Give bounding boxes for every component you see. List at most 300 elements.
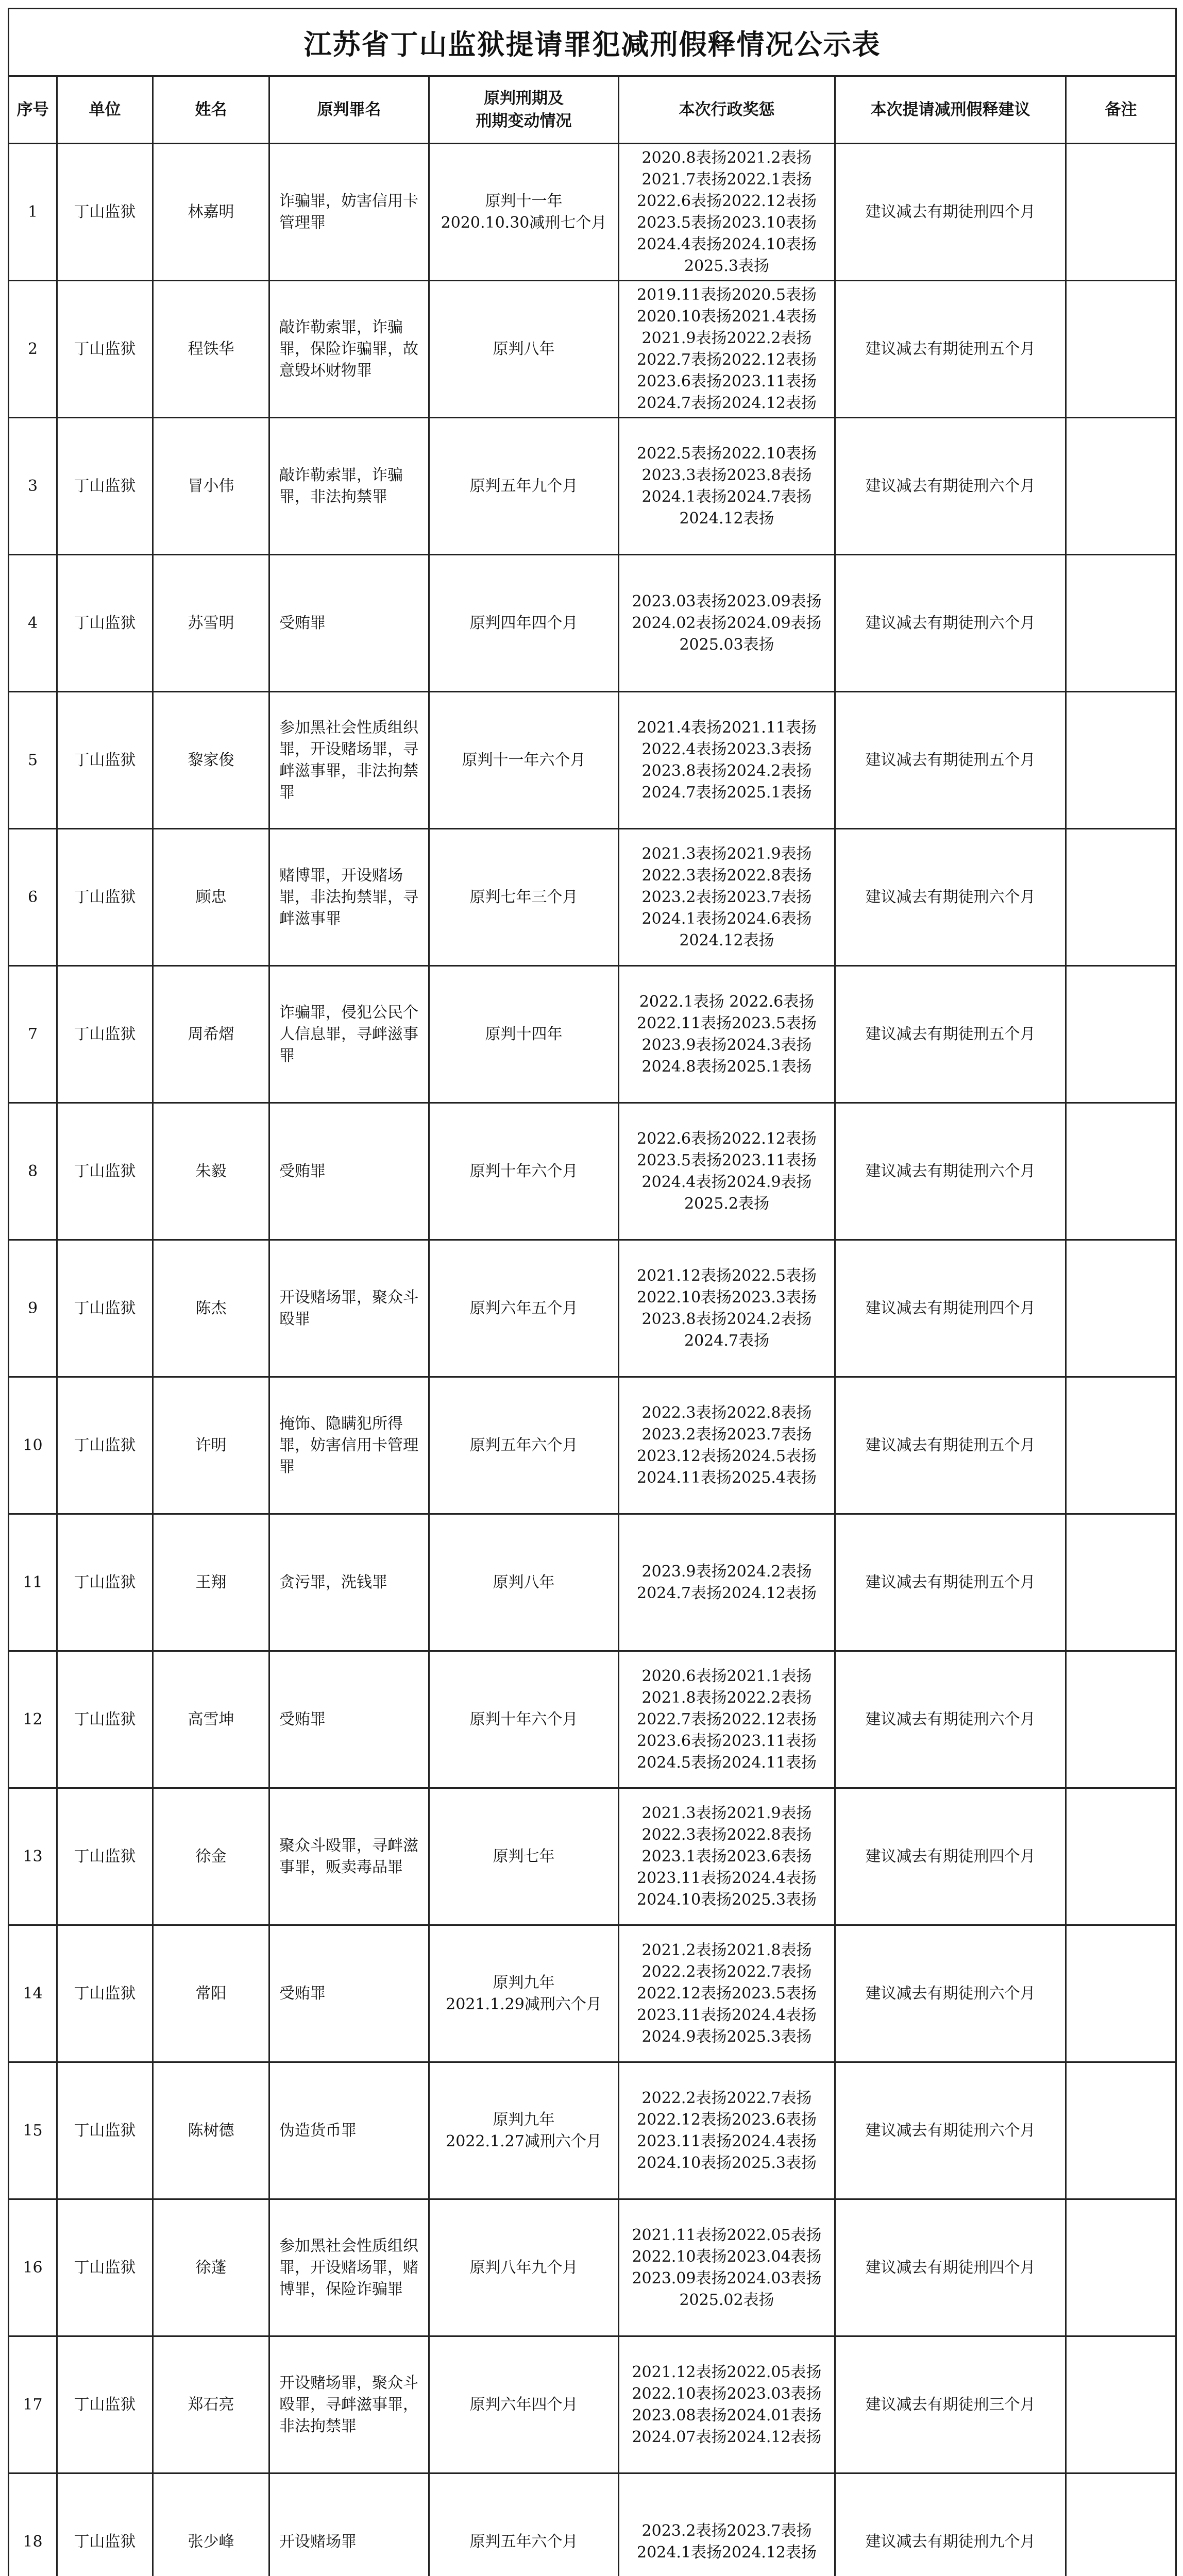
row-awards-line: 2023.1表扬2023.6表扬 <box>641 1847 812 1866</box>
row-crime-line: 非法拘禁罪 <box>279 2417 357 2435</box>
row-name: 朱毅 <box>153 1103 269 1240</box>
row-sentence <box>429 144 619 281</box>
row-awards-line: 2024.07表扬2024.12表扬 <box>632 2428 822 2446</box>
row-awards-line: 2021.7表扬2022.1表扬 <box>641 170 812 189</box>
row-proposal: 建议减去有期徒刑四个月 <box>835 144 1066 281</box>
row-crime-line: 罪 <box>279 1458 295 1476</box>
row-awards-line: 2024.4表扬2024.9表扬 <box>641 1173 812 1191</box>
row-awards-line: 2022.5表扬2022.10表扬 <box>636 444 817 463</box>
row-unit: 丁山监狱 <box>57 1103 153 1240</box>
row-crime-line: 诈骗罪，妨害信用卡 <box>279 192 418 210</box>
row-crime <box>269 1651 429 1788</box>
row-crime-line: 受贿罪 <box>279 1162 326 1180</box>
row-crime-line: 伪造货币罪 <box>279 2121 357 2140</box>
row-awards-line: 2022.1表扬 2022.6表扬 <box>639 992 815 1011</box>
row-proposal: 建议减去有期徒刑五个月 <box>835 692 1066 829</box>
row-seq: 1 <box>9 144 57 281</box>
row-remark <box>1066 966 1176 1103</box>
row-crime-line: 受贿罪 <box>279 1984 326 2003</box>
row-awards-line: 2022.3表扬2022.8表扬 <box>641 1403 812 1422</box>
row-seq: 13 <box>9 1788 57 1925</box>
row-awards-line: 2024.1表扬2024.6表扬 <box>641 909 812 928</box>
row-crime-line: 殴罪 <box>279 1310 310 1328</box>
row-awards-line: 2024.02表扬2024.09表扬 <box>632 614 822 632</box>
row-sentence-line: 原判八年 <box>493 1573 555 1591</box>
row-seq: 9 <box>9 1240 57 1377</box>
row-sentence <box>429 1240 619 1377</box>
row-crime-line: 殴罪，寻衅滋事罪， <box>279 2395 418 2414</box>
row-sentence-line: 2022.1.27减刑六个月 <box>446 2132 602 2150</box>
row-seq: 12 <box>9 1651 57 1788</box>
row-crime <box>269 1925 429 2062</box>
row-sentence-line: 原判十年六个月 <box>469 1710 578 1728</box>
row-remark <box>1066 2473 1176 2576</box>
row-sentence-line: 原判六年四个月 <box>469 2395 578 2414</box>
row-unit: 丁山监狱 <box>57 144 153 281</box>
row-crime <box>269 2199 429 2336</box>
row-remark <box>1066 281 1176 418</box>
row-awards-line: 2023.3表扬2023.8表扬 <box>641 466 812 484</box>
row-seq: 7 <box>9 966 57 1103</box>
row-sentence-line: 原判五年六个月 <box>469 2532 578 2551</box>
header-remark: 备注 <box>1066 76 1176 144</box>
row-awards-line: 2022.2表扬2022.7表扬 <box>641 1962 812 1981</box>
row-seq: 2 <box>9 281 57 418</box>
table-row <box>9 1788 1176 1925</box>
row-awards-line: 2023.8表扬2024.2表扬 <box>641 761 812 780</box>
row-sentence <box>429 829 619 966</box>
row-sentence-line: 原判八年九个月 <box>469 2258 578 2277</box>
row-name: 陈杰 <box>153 1240 269 1377</box>
row-proposal: 建议减去有期徒刑四个月 <box>835 2199 1066 2336</box>
row-crime-line: 聚众斗殴罪，寻衅滋 <box>279 1836 418 1855</box>
row-seq: 8 <box>9 1103 57 1240</box>
row-unit: 丁山监狱 <box>57 692 153 829</box>
row-remark <box>1066 1788 1176 1925</box>
row-sentence-line: 原判八年 <box>493 340 555 358</box>
row-crime-line: 参加黑社会性质组织 <box>279 2236 418 2255</box>
row-crime <box>269 692 429 829</box>
row-awards-line: 2024.10表扬2025.3表扬 <box>636 2154 817 2172</box>
header-name: 姓名 <box>153 76 269 144</box>
row-proposal: 建议减去有期徒刑三个月 <box>835 2336 1066 2473</box>
row-proposal: 建议减去有期徒刑六个月 <box>835 2062 1066 2199</box>
row-awards-line: 2023.08表扬2024.01表扬 <box>632 2406 822 2425</box>
row-proposal: 建议减去有期徒刑九个月 <box>835 2473 1066 2576</box>
row-crime <box>269 2062 429 2199</box>
row-proposal: 建议减去有期徒刑四个月 <box>835 1788 1066 1925</box>
row-crime-line: 人信息罪，寻衅滋事 <box>279 1025 418 1043</box>
row-sentence-line: 原判十年六个月 <box>469 1162 578 1180</box>
row-name: 王翔 <box>153 1514 269 1651</box>
row-crime <box>269 2473 429 2576</box>
row-remark <box>1066 2336 1176 2473</box>
row-sentence <box>429 2473 619 2576</box>
row-crime-line: 开设赌场罪，聚众斗 <box>279 1288 418 1307</box>
row-crime <box>269 966 429 1103</box>
row-unit: 丁山监狱 <box>57 2062 153 2199</box>
row-awards-line: 2020.6表扬2021.1表扬 <box>641 1667 812 1685</box>
row-awards-line: 2024.7表扬2025.1表扬 <box>641 783 812 802</box>
row-sentence <box>429 1514 619 1651</box>
row-awards-line: 2023.12表扬2024.5表扬 <box>636 1447 817 1465</box>
row-awards <box>619 692 835 829</box>
row-awards-line: 2024.12表扬 <box>679 509 774 528</box>
row-unit: 丁山监狱 <box>57 1788 153 1925</box>
row-proposal: 建议减去有期徒刑四个月 <box>835 1240 1066 1377</box>
row-name: 许明 <box>153 1377 269 1514</box>
row-crime-line: 罪，开设赌场罪，赌 <box>279 2258 418 2277</box>
row-awards-line: 2024.11表扬2025.4表扬 <box>636 1468 817 1487</box>
row-awards-line: 2023.9表扬2024.2表扬 <box>641 1562 812 1581</box>
row-awards <box>619 2199 835 2336</box>
row-awards-line: 2023.2表扬2023.7表扬 <box>641 1425 812 1444</box>
row-crime <box>269 1377 429 1514</box>
row-awards-line: 2019.11表扬2020.5表扬 <box>636 285 817 304</box>
row-seq: 15 <box>9 2062 57 2199</box>
row-crime-line: 衅滋事罪，非法拘禁 <box>279 761 418 780</box>
row-unit: 丁山监狱 <box>57 1377 153 1514</box>
table-row <box>9 555 1176 692</box>
row-remark <box>1066 2062 1176 2199</box>
row-name: 常阳 <box>153 1925 269 2062</box>
row-awards <box>619 1925 835 2062</box>
row-name: 周希熠 <box>153 966 269 1103</box>
row-awards-line: 2022.7表扬2022.12表扬 <box>636 1710 817 1728</box>
row-remark <box>1066 555 1176 692</box>
page-title: 江苏省丁山监狱提请罪犯减刑假释情况公示表 <box>9 9 1176 76</box>
row-seq: 16 <box>9 2199 57 2336</box>
table-row <box>9 2336 1176 2473</box>
table-row <box>9 2473 1176 2576</box>
header-crime: 原判罪名 <box>269 76 429 144</box>
row-crime <box>269 418 429 555</box>
row-awards-line: 2020.8表扬2021.2表扬 <box>641 148 812 167</box>
header-row <box>9 76 1176 144</box>
row-unit: 丁山监狱 <box>57 829 153 966</box>
row-name: 徐金 <box>153 1788 269 1925</box>
row-awards-line: 2022.7表扬2022.12表扬 <box>636 350 817 369</box>
row-remark <box>1066 1651 1176 1788</box>
row-crime <box>269 555 429 692</box>
table-row <box>9 1651 1176 1788</box>
row-name: 徐蓬 <box>153 2199 269 2336</box>
row-crime-line: 受贿罪 <box>279 1710 326 1728</box>
row-proposal: 建议减去有期徒刑六个月 <box>835 1651 1066 1788</box>
row-crime <box>269 1788 429 1925</box>
row-awards-line: 2023.8表扬2024.2表扬 <box>641 1310 812 1328</box>
row-awards-line: 2021.3表扬2021.9表扬 <box>641 1804 812 1822</box>
row-unit: 丁山监狱 <box>57 1925 153 2062</box>
row-awards <box>619 2473 835 2576</box>
table-row <box>9 2062 1176 2199</box>
row-awards-line: 2023.11表扬2024.4表扬 <box>636 2006 817 2024</box>
row-remark <box>1066 1103 1176 1240</box>
row-unit: 丁山监狱 <box>57 418 153 555</box>
row-unit: 丁山监狱 <box>57 2199 153 2336</box>
row-sentence <box>429 1925 619 2062</box>
row-sentence-line: 原判七年三个月 <box>469 888 578 906</box>
row-awards-line: 2022.10表扬2023.3表扬 <box>636 1288 817 1307</box>
row-awards <box>619 144 835 281</box>
row-awards-line: 2021.2表扬2021.8表扬 <box>641 1941 812 1959</box>
row-crime-line: 罪，开设赌场罪，寻 <box>279 740 418 758</box>
row-awards-line: 2024.5表扬2024.11表扬 <box>636 1753 817 1772</box>
row-awards-line: 2023.03表扬2023.09表扬 <box>632 592 822 611</box>
row-awards-line: 2024.1表扬2024.12表扬 <box>636 2543 817 2562</box>
row-sentence-line: 原判十一年 <box>485 192 563 210</box>
row-crime <box>269 2336 429 2473</box>
row-awards <box>619 418 835 555</box>
row-crime-line: 赌博罪，开设赌场 <box>279 866 403 885</box>
row-seq: 10 <box>9 1377 57 1514</box>
header-unit: 单位 <box>57 76 153 144</box>
row-crime-line: 敲诈勒索罪，诈骗 <box>279 466 403 484</box>
table-row <box>9 1240 1176 1377</box>
table-row <box>9 692 1176 829</box>
row-awards-line: 2022.2表扬2022.7表扬 <box>641 2089 812 2107</box>
header-sentence <box>429 76 619 144</box>
row-sentence <box>429 1103 619 1240</box>
row-name: 林嘉明 <box>153 144 269 281</box>
row-awards <box>619 1377 835 1514</box>
row-awards-line: 2023.2表扬2023.7表扬 <box>641 888 812 906</box>
row-proposal: 建议减去有期徒刑六个月 <box>835 418 1066 555</box>
row-name: 陈树德 <box>153 2062 269 2199</box>
table-row <box>9 281 1176 418</box>
row-name: 程铁华 <box>153 281 269 418</box>
row-crime-line: 敲诈勒索罪，诈骗 <box>279 318 403 336</box>
row-awards <box>619 1514 835 1651</box>
row-awards-line: 2024.1表扬2024.7表扬 <box>641 487 812 506</box>
row-seq: 11 <box>9 1514 57 1651</box>
row-sentence-line: 2021.1.29减刑六个月 <box>446 1995 602 2013</box>
row-awards-line: 2023.5表扬2023.10表扬 <box>636 213 817 232</box>
row-awards-line: 2024.7表扬 <box>684 1331 769 1350</box>
row-crime-line: 罪 <box>279 1046 295 1065</box>
row-crime-line: 事罪，贩卖毒品罪 <box>279 1858 403 1876</box>
row-awards <box>619 1103 835 1240</box>
row-crime <box>269 829 429 966</box>
row-awards <box>619 829 835 966</box>
row-awards-line: 2024.8表扬2025.1表扬 <box>641 1057 812 1076</box>
row-name: 张少峰 <box>153 2473 269 2576</box>
row-remark <box>1066 2199 1176 2336</box>
row-sentence-line: 原判六年五个月 <box>469 1299 578 1317</box>
header-seq: 序号 <box>9 76 57 144</box>
row-crime-line: 开设赌场罪，聚众斗 <box>279 2374 418 2392</box>
row-awards-line: 2020.10表扬2021.4表扬 <box>636 307 817 326</box>
row-crime-line: 贪污罪，洗钱罪 <box>279 1573 387 1591</box>
row-awards-line: 2023.2表扬2023.7表扬 <box>641 2521 812 2540</box>
row-seq: 18 <box>9 2473 57 2576</box>
row-awards-line: 2021.9表扬2022.2表扬 <box>641 329 812 347</box>
row-awards <box>619 281 835 418</box>
row-awards <box>619 1240 835 1377</box>
row-crime <box>269 144 429 281</box>
row-awards <box>619 2336 835 2473</box>
table-row <box>9 144 1176 281</box>
row-remark <box>1066 829 1176 966</box>
row-remark <box>1066 418 1176 555</box>
row-awards <box>619 966 835 1103</box>
table-row <box>9 829 1176 966</box>
row-crime-line: 罪 <box>279 783 295 802</box>
row-awards-line: 2024.7表扬2024.12表扬 <box>636 1584 817 1602</box>
row-sentence-line: 2020.10.30减刑七个月 <box>441 213 607 232</box>
row-remark <box>1066 1240 1176 1377</box>
row-sentence <box>429 418 619 555</box>
row-name: 苏雪明 <box>153 555 269 692</box>
row-unit: 丁山监狱 <box>57 555 153 692</box>
row-awards-line: 2022.10表扬2023.03表扬 <box>632 2384 822 2403</box>
row-crime <box>269 1103 429 1240</box>
row-sentence-line: 原判九年 <box>493 2110 555 2129</box>
row-awards-line: 2024.9表扬2025.3表扬 <box>641 2027 812 2046</box>
row-remark <box>1066 144 1176 281</box>
row-sentence <box>429 2336 619 2473</box>
row-awards-line: 2022.4表扬2023.3表扬 <box>641 740 812 758</box>
row-awards-line: 2023.5表扬2023.11表扬 <box>636 1151 817 1170</box>
row-crime-line: 管理罪 <box>279 213 326 232</box>
row-unit: 丁山监狱 <box>57 1651 153 1788</box>
row-unit: 丁山监狱 <box>57 2336 153 2473</box>
row-crime <box>269 1240 429 1377</box>
row-awards-line: 2021.12表扬2022.5表扬 <box>636 1266 817 1285</box>
row-sentence-line: 原判七年 <box>493 1847 555 1866</box>
row-awards-line: 2024.10表扬2025.3表扬 <box>636 1890 817 1909</box>
row-remark <box>1066 692 1176 829</box>
row-name: 冒小伟 <box>153 418 269 555</box>
header-proposal: 本次提请减刑假释建议 <box>835 76 1066 144</box>
row-crime-line: 罪，非法拘禁罪 <box>279 487 387 506</box>
table-row <box>9 2199 1176 2336</box>
row-proposal: 建议减去有期徒刑五个月 <box>835 1514 1066 1651</box>
row-proposal: 建议减去有期徒刑六个月 <box>835 1103 1066 1240</box>
row-sentence <box>429 281 619 418</box>
row-sentence-line: 原判五年九个月 <box>469 477 578 495</box>
table-row <box>9 1925 1176 2062</box>
table-row <box>9 418 1176 555</box>
row-crime <box>269 1514 429 1651</box>
row-awards-line: 2022.10表扬2023.04表扬 <box>632 2247 822 2266</box>
row-awards-line: 2021.11表扬2022.05表扬 <box>632 2226 822 2244</box>
row-awards-line: 2022.3表扬2022.8表扬 <box>641 1825 812 1844</box>
row-awards-line: 2025.3表扬 <box>684 257 769 275</box>
row-unit: 丁山监狱 <box>57 1514 153 1651</box>
header-awards: 本次行政奖惩 <box>619 76 835 144</box>
header-sentence-line-2: 刑期变动情况 <box>476 112 572 130</box>
row-crime-line: 衅滋事罪 <box>279 909 341 928</box>
row-seq: 17 <box>9 2336 57 2473</box>
row-awards-line: 2021.3表扬2021.9表扬 <box>641 844 812 863</box>
row-awards-line: 2025.2表扬 <box>684 1194 769 1213</box>
row-awards-line: 2021.8表扬2022.2表扬 <box>641 1688 812 1707</box>
row-crime <box>269 281 429 418</box>
table-row <box>9 1514 1176 1651</box>
row-awards-line: 2021.4表扬2021.11表扬 <box>636 718 817 737</box>
row-crime-line: 受贿罪 <box>279 614 326 632</box>
row-awards <box>619 555 835 692</box>
row-sentence-line: 原判九年 <box>493 1973 555 1992</box>
row-remark <box>1066 1514 1176 1651</box>
row-crime-line: 博罪，保险诈骗罪 <box>279 2280 403 2298</box>
row-awards-line: 2022.12表扬2023.6表扬 <box>636 2110 817 2129</box>
header-sentence-line-1: 原判刑期及 <box>484 89 564 108</box>
row-remark <box>1066 1925 1176 2062</box>
row-awards-line: 2024.4表扬2024.10表扬 <box>636 235 817 253</box>
row-awards-line: 2024.12表扬 <box>679 931 774 950</box>
row-sentence-line: 原判十四年 <box>485 1025 563 1043</box>
row-proposal: 建议减去有期徒刑五个月 <box>835 966 1066 1103</box>
row-awards-line: 2025.02表扬 <box>679 2291 774 2309</box>
table-row <box>9 1103 1176 1240</box>
row-name: 顾忠 <box>153 829 269 966</box>
row-proposal: 建议减去有期徒刑六个月 <box>835 1925 1066 2062</box>
row-crime-line: 罪，保险诈骗罪，故 <box>279 340 418 358</box>
row-crime-line: 掩饰、隐瞒犯所得 <box>279 1414 403 1433</box>
row-remark <box>1066 1377 1176 1514</box>
row-sentence <box>429 692 619 829</box>
row-awards-line: 2022.6表扬2022.12表扬 <box>636 192 817 210</box>
table-row <box>9 1377 1176 1514</box>
row-awards <box>619 2062 835 2199</box>
row-proposal: 建议减去有期徒刑五个月 <box>835 281 1066 418</box>
row-awards-line: 2022.3表扬2022.8表扬 <box>641 866 812 885</box>
row-unit: 丁山监狱 <box>57 1240 153 1377</box>
row-crime-line: 罪，妨害信用卡管理 <box>279 1436 418 1454</box>
row-crime-line: 诈骗罪，侵犯公民个 <box>279 1003 418 1022</box>
row-awards-line: 2022.6表扬2022.12表扬 <box>636 1129 817 1148</box>
row-seq: 4 <box>9 555 57 692</box>
row-seq: 6 <box>9 829 57 966</box>
row-sentence <box>429 1788 619 1925</box>
row-awards-line: 2025.03表扬 <box>679 635 774 654</box>
row-unit: 丁山监狱 <box>57 966 153 1103</box>
row-proposal: 建议减去有期徒刑六个月 <box>835 829 1066 966</box>
row-awards-line: 2023.11表扬2024.4表扬 <box>636 1869 817 1887</box>
row-awards-line: 2023.09表扬2024.03表扬 <box>632 2269 822 2287</box>
row-awards-line: 2023.6表扬2023.11表扬 <box>636 372 817 391</box>
row-name: 黎家俊 <box>153 692 269 829</box>
row-sentence <box>429 2199 619 2336</box>
row-sentence-line: 原判十一年六个月 <box>462 751 586 769</box>
row-sentence <box>429 966 619 1103</box>
title-row <box>9 9 1176 76</box>
row-crime-line: 意毁坏财物罪 <box>279 361 372 380</box>
row-awards-line: 2023.6表扬2023.11表扬 <box>636 1732 817 1750</box>
row-unit: 丁山监狱 <box>57 2473 153 2576</box>
row-awards <box>619 1788 835 1925</box>
row-sentence-line: 原判四年四个月 <box>469 614 578 632</box>
row-sentence <box>429 555 619 692</box>
row-name: 郑石亮 <box>153 2336 269 2473</box>
row-awards-line: 2022.12表扬2023.5表扬 <box>636 1984 817 2003</box>
row-sentence <box>429 2062 619 2199</box>
row-crime-line: 开设赌场罪 <box>279 2532 357 2551</box>
row-crime-line: 罪，非法拘禁罪，寻 <box>279 888 418 906</box>
row-unit: 丁山监狱 <box>57 281 153 418</box>
row-sentence <box>429 1651 619 1788</box>
row-sentence-line: 原判五年六个月 <box>469 1436 578 1454</box>
row-awards-line: 2022.11表扬2023.5表扬 <box>636 1014 817 1032</box>
row-awards <box>619 1651 835 1788</box>
row-awards-line: 2021.12表扬2022.05表扬 <box>632 2363 822 2381</box>
row-awards-line: 2024.7表扬2024.12表扬 <box>636 394 817 412</box>
announcement-document <box>8 8 1175 2576</box>
table-row <box>9 966 1176 1103</box>
row-proposal: 建议减去有期徒刑五个月 <box>835 1377 1066 1514</box>
